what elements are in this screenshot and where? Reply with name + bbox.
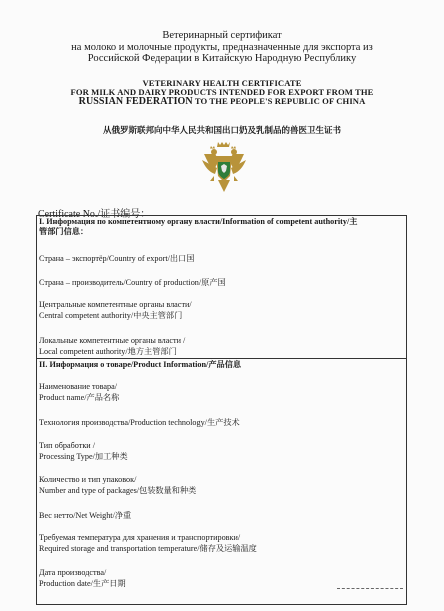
section-divider [37,358,406,359]
english-header [0,79,444,107]
field-label-ru: Дата производства/ [39,568,107,577]
field-label-en: Product name/产品名称 [39,392,120,402]
field-label: Страна – экспортёр/Country of export/出口国 [39,254,195,263]
field-label-en: Production date/生产日期 [39,578,126,588]
field-label-ru: Количество и тип упаковок/ [39,475,137,484]
field-label-en: Local competent authority/地方主管部门 [39,346,177,356]
field-storage-temperature [39,533,257,554]
en-header-destination: TO THE PEOPLE'S REPUBLIC OF CHINA [192,96,366,107]
ru-header-line-3: Российской Федерации в Китайскую Народную Республику [87,53,357,64]
field-label-en: Central competent authority/中央主管部门 [39,310,183,320]
field-processing-type [39,441,128,462]
russian-header [0,30,444,65]
section-1-title-line-1: I. Информация по компетентному органу власти/Information of competent authority/主 [39,217,358,226]
en-header-line-3 [0,97,444,106]
field-label-ru: Требуемая температура для хранения и транспортировки/ [39,533,241,542]
field-product-name [39,382,119,403]
field-label-en: Processing Type/加工种类 [39,451,128,461]
field-label-ru: Центральные компетентные органы власти/ [39,300,192,309]
field-label-ru: Тип обработки / [39,441,96,450]
field-country-of-export [39,254,194,265]
field-country-of-production [39,278,226,289]
field-packages [39,475,196,496]
en-header-line-1: VETERINARY HEALTH CERTIFICATE [142,78,302,88]
double-headed-eagle-icon [201,140,247,196]
chinese-header: 从俄罗斯联邦向中华人民共和国出口奶及乳制品的兽医卫生证书 [102,125,341,135]
field-local-competent-authority [39,336,185,357]
field-central-competent-authority [39,300,192,321]
field-production-date [39,568,126,589]
section-2-title: II. Информация о товаре/Product Information/产品信息 [39,360,242,369]
section-1-title [38,217,408,237]
field-label: Страна – производитель/Country of production/原产国 [39,278,226,287]
certificate-form [36,215,407,605]
field-label-ru: Локальные компетентные органы власти / [39,336,186,345]
field-net-weight [39,511,131,522]
en-header-line-2: FOR MILK AND DAIRY PRODUCTS INTENDED FOR EXPORT FROM THE [70,87,374,98]
ru-header-line-2: на молоко и молочные продукты, предназначенные для экспорта из [71,41,373,53]
field-label-ru: Наименование товара/ [39,382,118,391]
ru-header-line-1: Ветеринарный сертификат [162,30,282,41]
field-production-technology [39,418,240,429]
signature-dashed-line [337,588,403,589]
field-label: Вес нетто/Net Weight/净重 [39,511,132,520]
field-label-en: Required storage and transportation temperature/储存及运输温度 [39,543,257,553]
section-1-title-line-2: 管部门信息： [39,227,89,236]
en-header-country: RUSSIAN FEDERATION [78,96,193,108]
field-label: Технология производства/Production technology/生产技术 [39,418,240,427]
certificate-number-label: Certificate No./证书编号： [38,209,151,220]
field-label-en: Number and type of packages/包装数量和种类 [39,485,197,495]
